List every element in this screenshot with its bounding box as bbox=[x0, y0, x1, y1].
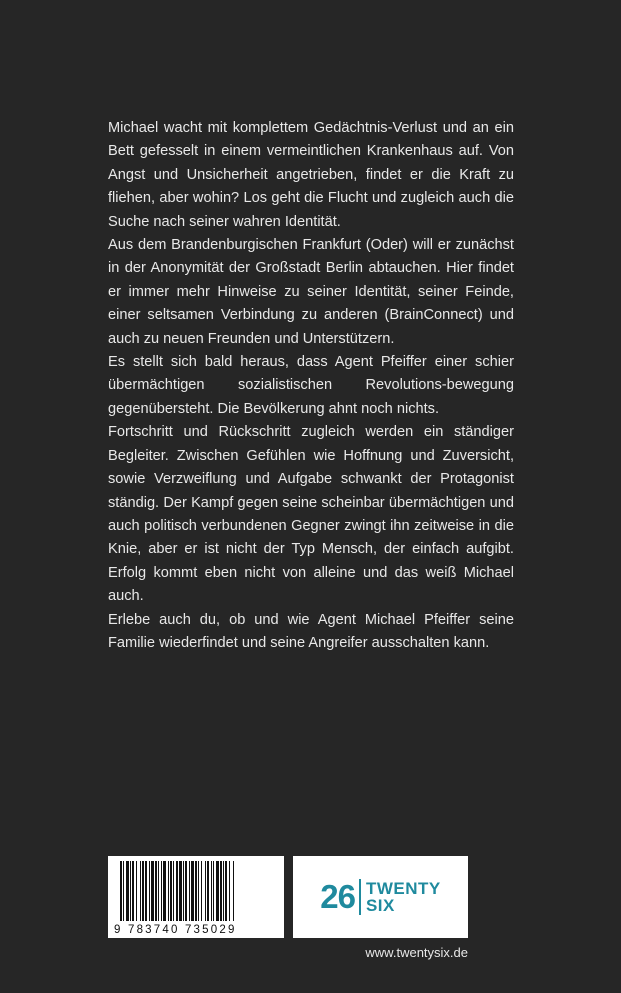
barcode-bar bbox=[168, 861, 169, 921]
back-cover-blurb bbox=[108, 117, 514, 655]
barcode-bar bbox=[198, 861, 199, 921]
barcode-bar bbox=[216, 861, 219, 921]
barcode-bar bbox=[155, 861, 157, 921]
barcode-bar bbox=[130, 861, 131, 921]
barcode-bar bbox=[145, 861, 147, 921]
barcode-bar bbox=[220, 861, 222, 921]
barcode-bar bbox=[151, 861, 154, 921]
blurb-paragraph: Erlebe auch du, ob und wie Agent Michael Pfeiffer seine Familie wiederfindet und seine Angreifer ausschalten kann. bbox=[108, 611, 514, 651]
barcode-bar bbox=[201, 861, 202, 921]
blurb-paragraph: Aus dem Brandenburgischen Frankfurt (Oder) will er zunächst in der Anonymität der Großstadt Berlin abtauchen. Hier findet er immer mehr Hinweise zu seiner Identität, seiner Feinde, einer seltsamen Verbindung zu anderen (BrainConnect) und auch zu neuen Freunden und Unterstützern. bbox=[108, 237, 514, 347]
logo-divider bbox=[359, 879, 361, 915]
logo-word-twenty: TWENTY bbox=[365, 879, 441, 898]
barcode-bar bbox=[185, 861, 187, 921]
isbn-barcode bbox=[108, 856, 284, 938]
barcode-bar bbox=[176, 861, 178, 921]
barcode-bar bbox=[195, 861, 197, 921]
barcode-bar bbox=[149, 861, 150, 921]
blurb-paragraph: Fortschritt und Rückschritt zugleich werden ein ständiger Begleiter. Zwischen Gefühlen wie Hoffnung und Zuversicht, sowie Verzweiflung und Aufgabe schwankt der Protagonist ständig. Der Kampf gegen seine scheinbar übermächtigen und auch politisch verbundenen Gegner zwingt ihn zeitweise in die Knie, aber er ist nicht der Typ Mensch, der einfach aufgibt. Erfolg kommt eben nicht von alleine und das weiß Michael auch. bbox=[108, 424, 514, 605]
barcode-bar bbox=[173, 861, 174, 921]
barcode-bar bbox=[211, 861, 212, 921]
barcode-bar bbox=[189, 861, 190, 921]
logo-wordmark bbox=[366, 880, 441, 914]
barcode-bar bbox=[233, 861, 234, 921]
barcode-bar bbox=[161, 861, 162, 921]
barcode-bar bbox=[140, 861, 141, 921]
blurb-paragraph: Es stellt sich bald heraus, dass Agent Pfeiffer einer schier übermächtigen sozialistischen Revolutions-bewegung gegenübersteht. Die Bevölkerung ahnt noch nichts. bbox=[108, 354, 514, 417]
barcode-bar bbox=[123, 861, 124, 921]
blurb-paragraph: Michael wacht mit komplettem Gedächtnis-Verlust und an ein Bett gefesselt in einem vermeintlichen Krankenhaus auf. Von Angst und Unsicherheit angetrieben, findet er die Kraft zu fliehen, aber wohin? Los geht die Flucht und zugleich auch die Suche nach seiner wahren Identität. bbox=[108, 120, 514, 230]
barcode-bar bbox=[213, 861, 214, 921]
barcode-bar bbox=[163, 861, 166, 921]
barcode-bar bbox=[183, 861, 184, 921]
barcode-bar bbox=[205, 861, 206, 921]
publisher-logo bbox=[293, 856, 468, 938]
isbn-number: 9 783740 735029 bbox=[114, 924, 237, 936]
barcode-bar bbox=[158, 861, 159, 921]
barcode-bar bbox=[207, 861, 209, 921]
barcode-bar bbox=[126, 861, 129, 921]
barcode-bar bbox=[223, 861, 224, 921]
barcode-bar bbox=[179, 861, 182, 921]
barcode-bar bbox=[142, 861, 144, 921]
logo-number: 26 bbox=[320, 878, 355, 915]
barcode-bar bbox=[191, 861, 194, 921]
barcode-bar bbox=[120, 861, 122, 921]
logo-word-six: SIX bbox=[365, 896, 395, 915]
barcode-bar bbox=[225, 861, 227, 921]
barcode-bar bbox=[132, 861, 134, 921]
barcode-bar bbox=[229, 861, 230, 921]
barcode-bar bbox=[170, 861, 172, 921]
barcode-bars bbox=[120, 861, 278, 921]
barcode-bar bbox=[136, 861, 137, 921]
publisher-url: www.twentysix.de bbox=[365, 945, 468, 960]
